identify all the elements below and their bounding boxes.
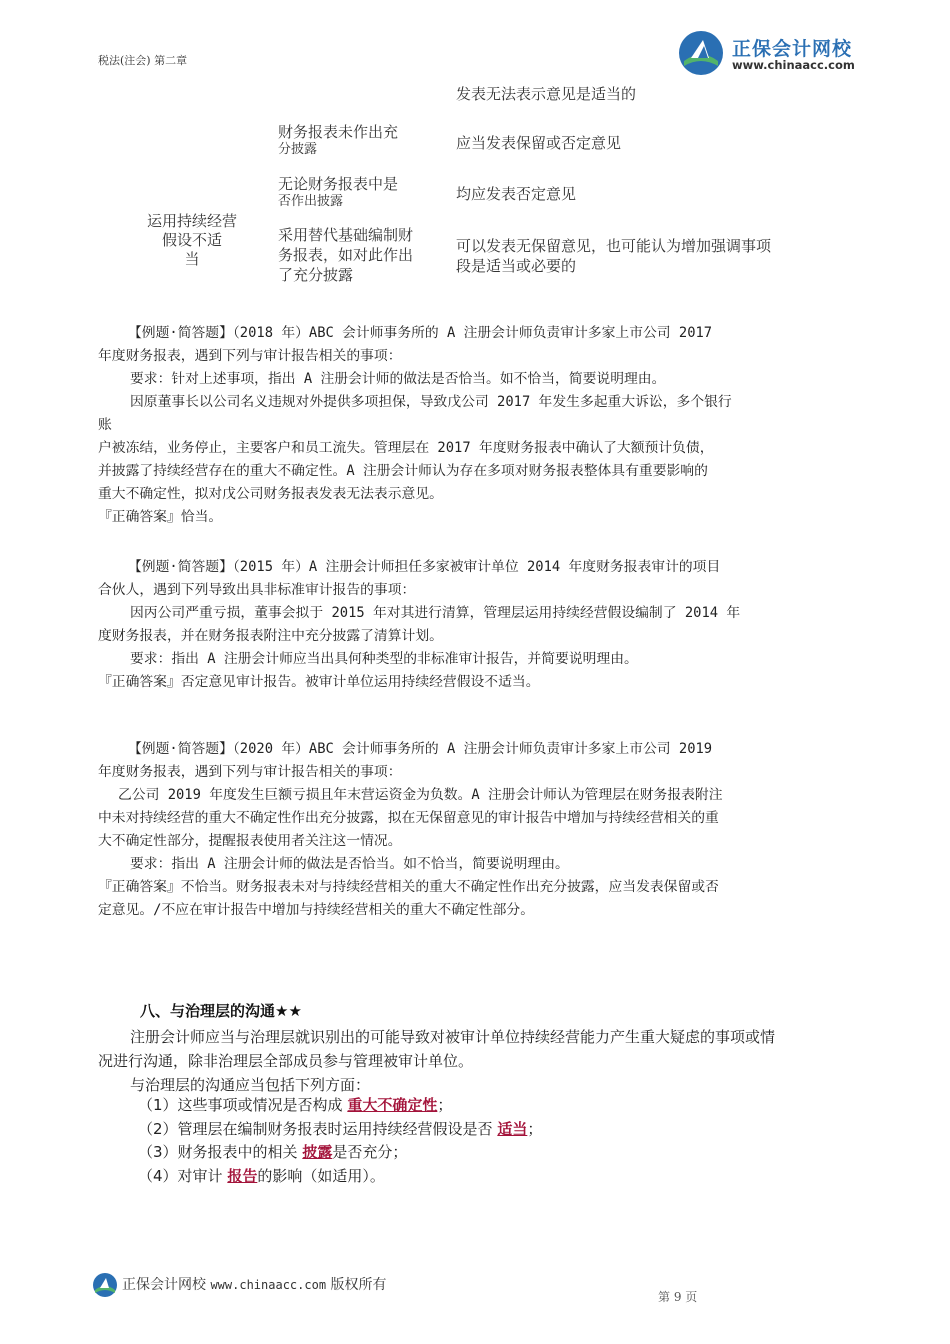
table-condition-1: 财务报表未作出充 分披露 bbox=[278, 123, 399, 157]
keyword-link[interactable]: 适当 bbox=[497, 1119, 528, 1138]
example-2018-answer-cut: 『正确答案』恰当。 bbox=[98, 509, 223, 525]
brand-logo[interactable] bbox=[676, 28, 876, 78]
logo-brand-name: 正保会计网校 bbox=[732, 38, 853, 60]
table-cut-top-text: 发表无法表示意见是适当的 bbox=[456, 85, 637, 103]
list-item: （3）财务报表中的相关 披露是否充分； bbox=[138, 1143, 408, 1161]
logo-emblem-icon bbox=[676, 28, 726, 78]
table-row-label: 运用持续经营 假设不适 当 bbox=[146, 212, 237, 268]
keyword-link[interactable]: 重大不确定性 bbox=[347, 1096, 438, 1114]
list-item: （2）管理层在编制财务报表时运用持续经营假设是否 适当； bbox=[138, 1119, 543, 1138]
list-item: （4）对审计 报告的影响（如适用）。 bbox=[138, 1166, 385, 1185]
communication-list bbox=[138, 1094, 542, 1188]
footer-copyright: 正保会计网校 www.chinaacc.com 版权所有 bbox=[122, 1277, 387, 1293]
keyword-link[interactable]: 披露 bbox=[302, 1143, 333, 1161]
example-2015: 【例题·简答题】（2015 年）A 注册会计师担任多家被审计单位 2014 年度财务报表审计的项目 合伙人，遇到下列导致出具非标准审计报告的事项： 因丙公司严重亏损，董事会拟于 2015 年对其进行清算，管理层运用持续经营假设编制了 2014 年 度财务报表，并在财务报表附注中充分披露了清算计划。 要求：指出 A 注册会计师应当出具何种类型的非标准审计报告，并简要说明理由。 『正确答案』否定意见审计报告。被审计单位运用持续经营假设不适当。 bbox=[98, 559, 741, 690]
section-intro: 注册会计师应当与治理层就识别出的可能导致对被审计单位持续经营能力产生重大疑虑的事项或情 况进行沟通，除非治理层全部成员参与管理被审计单位。 与治理层的沟通应当包括下列方面： bbox=[98, 1028, 776, 1094]
table-opinion-3: 可以发表无保留意见，也可能认为增加强调事项 段是适当或必要的 bbox=[456, 237, 772, 275]
page-number: 第 9 页 bbox=[658, 1290, 698, 1304]
list-item: （1）这些事项或情况是否构成 重大不确定性； bbox=[138, 1096, 453, 1114]
header-chapter-fragment: 税法(注会) 第二章 bbox=[98, 54, 188, 67]
footer-url[interactable]: www.chinaacc.com bbox=[210, 1278, 327, 1292]
logo-url: www.chinaacc.com bbox=[732, 58, 855, 72]
table-opinion-2: 均应发表否定意见 bbox=[456, 185, 577, 203]
table-opinion-1: 应当发表保留或否定意见 bbox=[456, 134, 622, 152]
table-condition-3: 采用替代基础编制财 务报表，如对此作出 了充分披露 bbox=[278, 226, 414, 284]
example-2020: 【例题·简答题】（2020 年）ABC 会计师事务所的 A 注册会计师负责审计多家上市公司 2019 年度财务报表，遇到下列与审计报告相关的事项： 乙公司 2019 年度发生巨额亏损且年末营运资金为负数。A 注册会计师认为管理层在财务报表附注 中未对持续经营的重大不确定性作出充分披露，拟在无保留意见的审计报告中增加与持续经营相关的重 大不确定性部分，提醒报表使用者关注这一情况。 要求：指出 A 注册会计师的做法是否恰当。如不恰当，简要说明理由。 『正确答案』不恰当。财务报表未对与持续经营相关的重大不确定性作出充分披露，应当发表保留或否 定意见。/不应在审计报告中增加与持续经营相关的重大不确定性部分。 bbox=[98, 741, 723, 918]
keyword-link[interactable]: 报告 bbox=[227, 1166, 258, 1185]
table-condition-2: 无论财务报表中是 否作出披露 bbox=[278, 175, 399, 209]
example-2018: 【例题·简答题】（2018 年）ABC 会计师事务所的 A 注册会计师负责审计多家上市公司 2017 年度财务报表，遇到下列与审计报告相关的事项： 要求：针对上述事项，指出 A 注册会计师的做法是否恰当。如不恰当，简要说明理由。 因原董事长以公司名义违规对外提供多项担保，导致戊公司 2017 年发生多起重大诉讼，多个银行 账 户被冻结，业务停止，主要客户和员工流失。管理层在 2017 年度财务报表中确认了大额预计负债， 并披露了持续经营存在的重大不确定性。A 注册会计师认为存在多项对财务报表整体具有重要影响的 重大不确定性，拟对戊公司财务报表发表无法表示意见。 bbox=[98, 325, 732, 502]
section-heading: 八、与治理层的沟通★★ bbox=[140, 1002, 302, 1020]
footer-logo-icon bbox=[92, 1272, 118, 1298]
